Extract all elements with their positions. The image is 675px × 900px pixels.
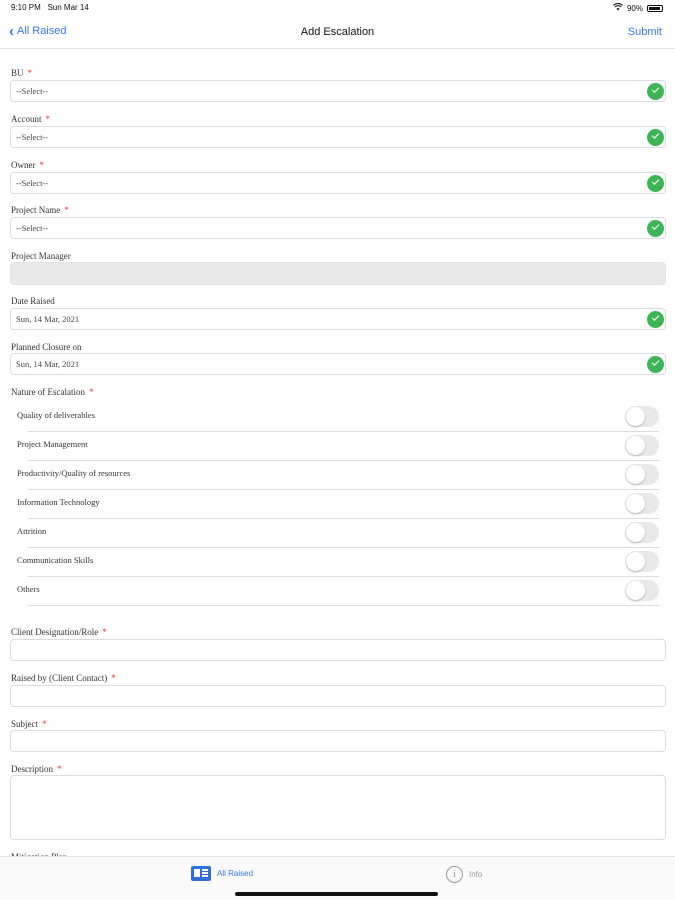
info-icon: i — [446, 866, 463, 883]
nature-of-escalation-label: Nature of Escalation * — [11, 387, 94, 397]
owner-value: --Select-- — [16, 178, 49, 188]
home-indicator — [235, 892, 438, 896]
all-raised-icon — [191, 866, 211, 881]
checkmark-icon — [647, 220, 664, 237]
nature-option-toggle[interactable] — [625, 464, 659, 485]
checkmark-icon — [647, 356, 664, 373]
status-indicators — [613, 3, 663, 13]
nature-option-row — [0, 403, 675, 432]
owner-label: Owner * — [11, 160, 44, 170]
checkmark-icon — [647, 311, 664, 328]
planned-closure-label: Planned Closure on — [11, 342, 82, 352]
battery-icon — [647, 5, 663, 12]
client-designation-label: Client Designation/Role * — [11, 627, 107, 637]
tab-all-raised[interactable] — [191, 866, 253, 881]
status-time-date — [11, 3, 89, 12]
bu-select[interactable] — [10, 80, 666, 102]
date-raised-label: Date Raised — [11, 296, 55, 306]
chevron-left-icon: ‹ — [9, 22, 14, 40]
project-manager-field — [10, 262, 666, 285]
nature-option-label: Information Technology — [17, 497, 100, 507]
nature-option-row — [0, 432, 675, 461]
escalation-form — [0, 50, 675, 856]
tab-all-raised-label: All Raised — [217, 869, 254, 878]
nature-option-label: Project Management — [17, 439, 88, 449]
nature-option-toggle[interactable] — [625, 551, 659, 572]
nature-option-row — [0, 577, 675, 606]
nature-option-row — [0, 519, 675, 548]
description-textarea[interactable] — [10, 775, 666, 840]
checkmark-icon — [647, 175, 664, 192]
project-name-select[interactable] — [10, 217, 666, 239]
nature-option-label: Others — [17, 584, 40, 594]
back-button-label: All Raised — [17, 25, 67, 37]
client-designation-input[interactable] — [10, 639, 666, 661]
checkmark-icon — [647, 83, 664, 100]
page-title: Add Escalation — [300, 26, 375, 38]
bu-value: --Select-- — [16, 86, 49, 96]
planned-closure-picker[interactable] — [10, 353, 666, 375]
raised-by-label: Raised by (Client Contact) * — [11, 673, 116, 683]
nature-option-toggle[interactable] — [625, 580, 659, 601]
nature-option-toggle[interactable] — [625, 493, 659, 514]
battery-percent: 90% — [626, 3, 643, 13]
subject-input[interactable] — [10, 730, 666, 752]
owner-select[interactable] — [10, 172, 666, 194]
nature-option-row — [0, 548, 675, 577]
date-raised-picker[interactable] — [10, 308, 666, 330]
project-manager-label: Project Manager — [11, 251, 71, 261]
nature-option-label: Attrition — [17, 526, 47, 536]
nature-option-label: Communication Skills — [17, 555, 94, 565]
divider — [28, 605, 659, 606]
wifi-icon — [613, 3, 623, 13]
tab-info-label: Info — [469, 870, 483, 879]
project-name-label: Project Name * — [11, 205, 69, 215]
status-bar — [0, 0, 675, 16]
nature-option-row — [0, 490, 675, 519]
navigation-bar — [0, 17, 675, 49]
account-label: Account * — [11, 114, 50, 124]
bu-label: BU * — [11, 68, 33, 78]
status-date: Sun Mar 14 — [47, 3, 89, 12]
project-name-value: --Select-- — [16, 223, 49, 233]
subject-label: Subject * — [11, 719, 47, 729]
submit-button[interactable]: Submit — [627, 26, 662, 38]
date-raised-value: Sun, 14 Mar, 2021 — [16, 314, 80, 324]
raised-by-input[interactable] — [10, 685, 666, 707]
nature-option-toggle[interactable] — [625, 435, 659, 456]
planned-closure-value: Sun, 14 Mar, 2021 — [16, 359, 80, 369]
nature-option-label: Productivity/Quality of resources — [17, 468, 131, 478]
account-value: --Select-- — [16, 132, 49, 142]
description-label: Description * — [11, 764, 62, 774]
nature-option-toggle[interactable] — [625, 406, 659, 427]
tab-info[interactable] — [446, 866, 482, 883]
nature-option-row — [0, 461, 675, 490]
checkmark-icon — [647, 129, 664, 146]
nature-option-label: Quality of deliverables — [17, 410, 95, 420]
nature-option-toggle[interactable] — [625, 522, 659, 543]
account-select[interactable] — [10, 126, 666, 148]
status-time: 9:10 PM — [11, 3, 41, 12]
